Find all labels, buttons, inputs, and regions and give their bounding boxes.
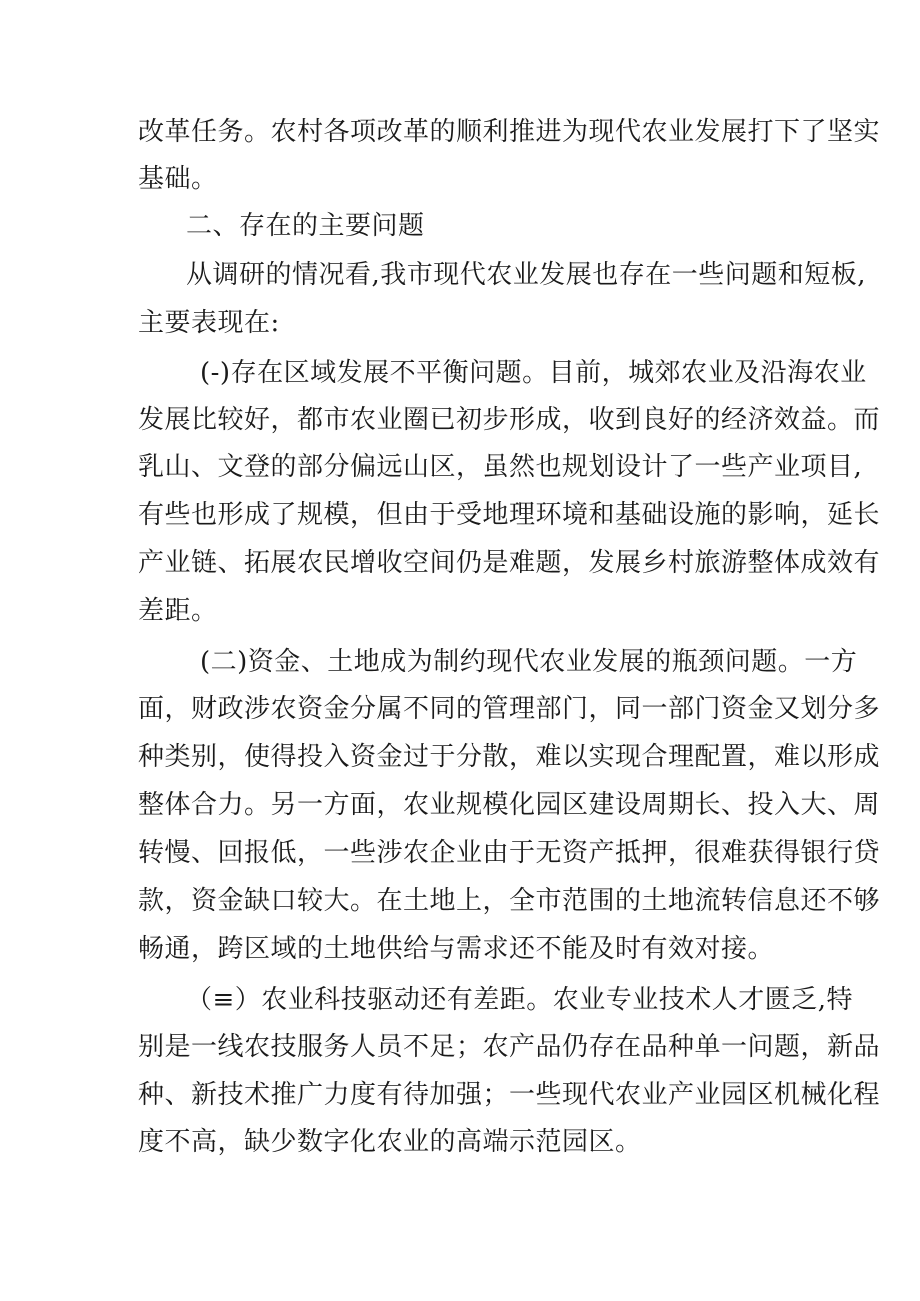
issue-1-text: 有些也形成了规模，但由于受地理环境和基础设施的影响，延长 bbox=[138, 500, 881, 530]
paragraph-text: 改革任务。农村各项改革的顺利推进为现代农业发展打下了坚实 bbox=[138, 117, 881, 147]
issue-2-text: 转慢、回报低，一些涉农企业由于无资产抵押，很难获得银行贷 bbox=[138, 838, 881, 868]
issue-1-text: 产业链、拓展农民增收空间仍是难题，发展乡村旅游整体成效有 bbox=[138, 548, 881, 578]
issue-1-text: (-)存在区域发展不平衡问题。目前，城郊农业及沿海农业 bbox=[200, 358, 867, 388]
issue-3-text: 别是一线农技服务人员不足；农产品仍存在品种单一问题，新品 bbox=[138, 1032, 881, 1062]
issue-2-text: 款，资金缺口较大。在土地上，全市范围的土地流转信息还不够 bbox=[138, 886, 881, 916]
issue-3-text: 度不高，缺少数字化农业的高端示范园区。 bbox=[138, 1127, 642, 1157]
issue-3-text: （≡）农业科技驱动还有差距。农业专业技术人才匮乏,特 bbox=[186, 985, 854, 1015]
issue-1-text: 乳山、文登的部分偏远山区，虽然也规划设计了一些产业项目, bbox=[138, 452, 863, 482]
issue-1-text: 差距。 bbox=[138, 596, 218, 626]
issue-2-text: 面，财政涉农资金分属不同的管理部门，同一部门资金又划分多 bbox=[138, 694, 881, 724]
paragraph-text: 基础。 bbox=[138, 164, 218, 194]
issue-2-text: (二)资金、土地成为制约现代农业发展的瓶颈问题。一方 bbox=[200, 647, 858, 677]
issue-3-text: 种、新技术推广力度有待加强；一些现代农业产业园区机械化程 bbox=[138, 1080, 881, 1110]
paragraph-text: 主要表现在: bbox=[138, 308, 280, 338]
issue-1-text: 发展比较好，都市农业圈已初步形成，收到良好的经济效益。而 bbox=[138, 405, 881, 435]
issue-2-text: 整体合力。另一方面，农业规模化园区建设周期长、投入大、周 bbox=[138, 790, 881, 820]
issue-2-text: 种类别，使得投入资金过于分散，难以实现合理配置，难以形成 bbox=[138, 742, 881, 772]
section-heading: 二、存在的主要问题 bbox=[186, 211, 425, 241]
paragraph-text: 从调研的情况看,我市现代农业发展也存在一些问题和短板, bbox=[186, 260, 867, 290]
issue-2-text: 畅通，跨区域的土地供给与需求还不能及时有效对接。 bbox=[138, 934, 775, 964]
